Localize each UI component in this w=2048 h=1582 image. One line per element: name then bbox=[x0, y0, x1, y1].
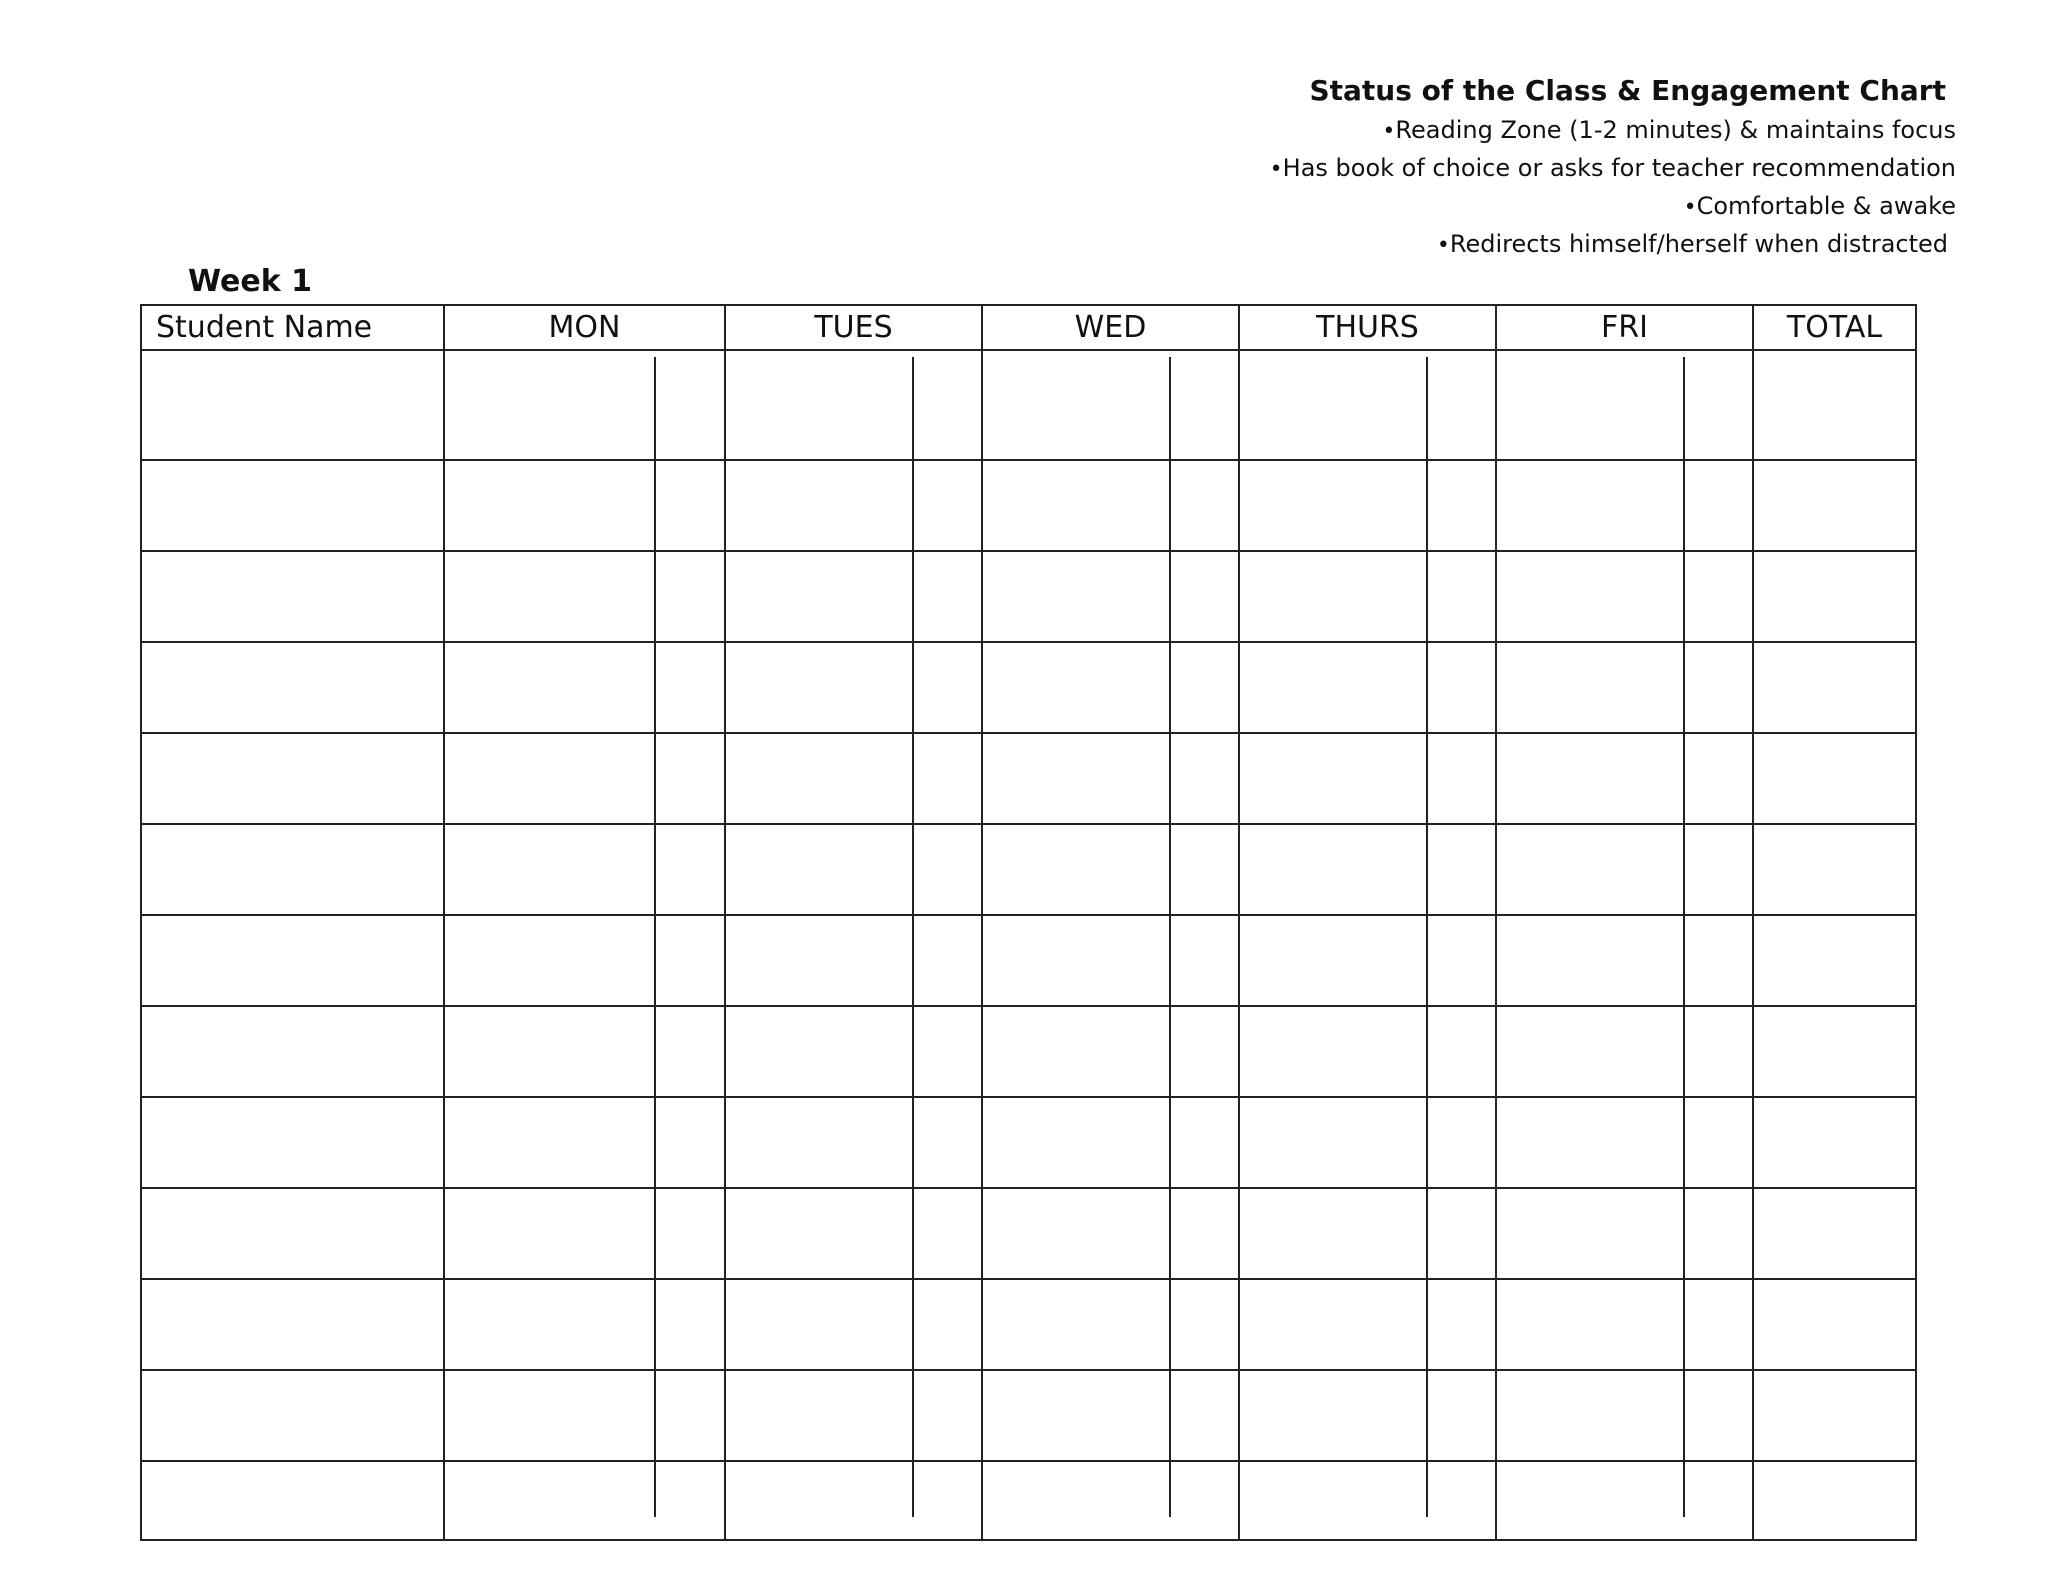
cell-divider bbox=[912, 1098, 914, 1187]
cell-divider bbox=[1683, 1280, 1685, 1369]
bullet-icon: • bbox=[1269, 157, 1283, 182]
mon-cell[interactable] bbox=[444, 1370, 725, 1461]
total-cell[interactable] bbox=[1753, 1370, 1916, 1461]
fri-cell[interactable] bbox=[1496, 642, 1753, 733]
wed-cell[interactable] bbox=[982, 551, 1239, 642]
column-header-wed: WED bbox=[982, 305, 1239, 350]
cell-divider bbox=[654, 916, 656, 1005]
fri-cell[interactable] bbox=[1496, 733, 1753, 824]
thurs-cell[interactable] bbox=[1239, 824, 1496, 915]
wed-cell[interactable] bbox=[982, 824, 1239, 915]
cell-divider bbox=[654, 357, 656, 459]
total-cell[interactable] bbox=[1753, 1279, 1916, 1370]
cell-divider bbox=[1169, 1098, 1171, 1187]
total-cell[interactable] bbox=[1753, 824, 1916, 915]
tues-cell[interactable] bbox=[725, 1006, 982, 1097]
cell-divider bbox=[912, 1007, 914, 1096]
cell-divider bbox=[1683, 643, 1685, 732]
criteria-item bbox=[1270, 112, 1956, 150]
cell-divider bbox=[1169, 825, 1171, 914]
fri-cell[interactable] bbox=[1496, 551, 1753, 642]
column-header-thurs: THURS bbox=[1239, 305, 1496, 350]
cell-divider bbox=[1169, 552, 1171, 641]
mon-cell[interactable] bbox=[444, 350, 725, 460]
column-header-total: TOTAL bbox=[1753, 305, 1916, 350]
cell-divider bbox=[1683, 552, 1685, 641]
tues-cell[interactable] bbox=[725, 824, 982, 915]
thurs-cell[interactable] bbox=[1239, 460, 1496, 551]
total-cell[interactable] bbox=[1753, 642, 1916, 733]
cell-divider bbox=[654, 825, 656, 914]
fri-cell[interactable] bbox=[1496, 1006, 1753, 1097]
table-row bbox=[141, 350, 1916, 460]
student-name-cell[interactable] bbox=[141, 460, 444, 551]
cell-divider bbox=[1426, 357, 1428, 459]
total-cell[interactable] bbox=[1753, 915, 1916, 1006]
fri-cell[interactable] bbox=[1496, 1188, 1753, 1279]
cell-divider bbox=[1683, 1189, 1685, 1278]
thurs-cell[interactable] bbox=[1239, 1188, 1496, 1279]
cell-divider bbox=[654, 1007, 656, 1096]
cell-divider bbox=[1683, 916, 1685, 1005]
wed-cell[interactable] bbox=[982, 1188, 1239, 1279]
cell-divider bbox=[1426, 1098, 1428, 1187]
wed-cell[interactable] bbox=[982, 1279, 1239, 1370]
table-header-row bbox=[141, 305, 1916, 350]
mon-cell[interactable] bbox=[444, 1006, 725, 1097]
column-header-tues: TUES bbox=[725, 305, 982, 350]
cell-divider bbox=[1683, 461, 1685, 550]
thurs-cell[interactable] bbox=[1239, 1370, 1496, 1461]
wed-cell[interactable] bbox=[982, 460, 1239, 551]
cell-divider bbox=[912, 357, 914, 459]
cell-divider bbox=[1169, 1462, 1171, 1517]
tues-cell[interactable] bbox=[725, 915, 982, 1006]
student-name-cell[interactable] bbox=[141, 1461, 444, 1540]
cell-divider bbox=[912, 734, 914, 823]
table-row bbox=[141, 460, 1916, 551]
cell-divider bbox=[1426, 734, 1428, 823]
document-title: Status of the Class & Engagement Chart bbox=[1309, 74, 1946, 107]
table-body bbox=[141, 350, 1916, 1540]
criteria-item bbox=[1270, 226, 1956, 264]
mon-cell[interactable] bbox=[444, 733, 725, 824]
chart-header bbox=[1270, 72, 1956, 264]
total-cell[interactable] bbox=[1753, 1006, 1916, 1097]
engagement-table bbox=[140, 304, 1917, 1541]
tues-cell[interactable] bbox=[725, 1188, 982, 1279]
tues-cell[interactable] bbox=[725, 1370, 982, 1461]
cell-divider bbox=[1426, 1189, 1428, 1278]
cell-divider bbox=[1169, 1007, 1171, 1096]
column-header-mon: MON bbox=[444, 305, 725, 350]
cell-divider bbox=[912, 643, 914, 732]
cell-divider bbox=[654, 1280, 656, 1369]
criteria-item bbox=[1270, 150, 1956, 188]
cell-divider bbox=[912, 916, 914, 1005]
total-cell[interactable] bbox=[1753, 733, 1916, 824]
cell-divider bbox=[1426, 643, 1428, 732]
tues-cell[interactable] bbox=[725, 733, 982, 824]
cell-divider bbox=[654, 643, 656, 732]
student-name-cell[interactable] bbox=[141, 1006, 444, 1097]
cell-divider bbox=[1169, 1371, 1171, 1460]
student-name-cell[interactable] bbox=[141, 642, 444, 733]
cell-divider bbox=[1169, 734, 1171, 823]
cell-divider bbox=[654, 1189, 656, 1278]
cell-divider bbox=[1169, 916, 1171, 1005]
fri-cell[interactable] bbox=[1496, 1279, 1753, 1370]
wed-cell[interactable] bbox=[982, 1006, 1239, 1097]
student-name-cell[interactable] bbox=[141, 1279, 444, 1370]
table-row bbox=[141, 1097, 1916, 1188]
fri-cell[interactable] bbox=[1496, 915, 1753, 1006]
table-row bbox=[141, 551, 1916, 642]
mon-cell[interactable] bbox=[444, 551, 725, 642]
student-name-cell[interactable] bbox=[141, 824, 444, 915]
wed-cell[interactable] bbox=[982, 642, 1239, 733]
cell-divider bbox=[1683, 734, 1685, 823]
cell-divider bbox=[1169, 461, 1171, 550]
cell-divider bbox=[1426, 825, 1428, 914]
thurs-cell[interactable] bbox=[1239, 551, 1496, 642]
cell-divider bbox=[654, 1371, 656, 1460]
fri-cell[interactable] bbox=[1496, 1370, 1753, 1461]
student-name-cell[interactable] bbox=[141, 1097, 444, 1188]
criteria-text: Redirects himself/herself when distracted bbox=[1449, 230, 1948, 258]
mon-cell[interactable] bbox=[444, 642, 725, 733]
total-cell[interactable] bbox=[1753, 350, 1916, 460]
cell-divider bbox=[912, 1462, 914, 1517]
tues-cell[interactable] bbox=[725, 551, 982, 642]
column-header-fri: FRI bbox=[1496, 305, 1753, 350]
mon-cell[interactable] bbox=[444, 1097, 725, 1188]
mon-cell[interactable] bbox=[444, 824, 725, 915]
student-name-cell[interactable] bbox=[141, 1188, 444, 1279]
fri-cell[interactable] bbox=[1496, 460, 1753, 551]
tues-cell[interactable] bbox=[725, 1097, 982, 1188]
bullet-icon: • bbox=[1382, 119, 1396, 144]
tues-cell[interactable] bbox=[725, 1279, 982, 1370]
cell-divider bbox=[654, 461, 656, 550]
cell-divider bbox=[912, 1189, 914, 1278]
cell-divider bbox=[1426, 461, 1428, 550]
thurs-cell[interactable] bbox=[1239, 915, 1496, 1006]
wed-cell[interactable] bbox=[982, 1097, 1239, 1188]
table-row bbox=[141, 1370, 1916, 1461]
student-name-cell[interactable] bbox=[141, 915, 444, 1006]
cell-divider bbox=[1683, 357, 1685, 459]
table-row bbox=[141, 1461, 1916, 1540]
cell-divider bbox=[1169, 357, 1171, 459]
criteria-text: Reading Zone (1-2 minutes) & maintains focus bbox=[1395, 116, 1956, 144]
student-name-cell[interactable] bbox=[141, 350, 444, 460]
thurs-cell[interactable] bbox=[1239, 350, 1496, 460]
week-label: Week 1 bbox=[188, 264, 312, 299]
wed-cell[interactable] bbox=[982, 1370, 1239, 1461]
table-row bbox=[141, 1188, 1916, 1279]
cell-divider bbox=[1683, 1462, 1685, 1517]
wed-cell[interactable] bbox=[982, 915, 1239, 1006]
bullet-icon: • bbox=[1436, 233, 1450, 258]
total-cell[interactable] bbox=[1753, 1188, 1916, 1279]
thurs-cell[interactable] bbox=[1239, 642, 1496, 733]
wed-cell[interactable] bbox=[982, 350, 1239, 460]
total-cell[interactable] bbox=[1753, 460, 1916, 551]
cell-divider bbox=[1426, 916, 1428, 1005]
cell-divider bbox=[912, 1371, 914, 1460]
fri-cell[interactable] bbox=[1496, 824, 1753, 915]
criteria-list bbox=[1270, 112, 1956, 264]
fri-cell[interactable] bbox=[1496, 1461, 1753, 1540]
criteria-text: Comfortable & awake bbox=[1696, 192, 1956, 220]
bullet-icon: • bbox=[1683, 195, 1697, 220]
table-row bbox=[141, 1006, 1916, 1097]
student-name-cell[interactable] bbox=[141, 551, 444, 642]
cell-divider bbox=[1426, 552, 1428, 641]
cell-divider bbox=[1169, 643, 1171, 732]
tues-cell[interactable] bbox=[725, 1461, 982, 1540]
fri-cell[interactable] bbox=[1496, 350, 1753, 460]
cell-divider bbox=[912, 825, 914, 914]
column-header-student-name: Student Name bbox=[141, 305, 444, 350]
cell-divider bbox=[1426, 1280, 1428, 1369]
cell-divider bbox=[654, 1462, 656, 1517]
student-name-cell[interactable] bbox=[141, 1370, 444, 1461]
cell-divider bbox=[1426, 1007, 1428, 1096]
table-row bbox=[141, 642, 1916, 733]
mon-cell[interactable] bbox=[444, 1279, 725, 1370]
mon-cell[interactable] bbox=[444, 460, 725, 551]
cell-divider bbox=[654, 734, 656, 823]
cell-divider bbox=[1683, 825, 1685, 914]
mon-cell[interactable] bbox=[444, 1188, 725, 1279]
criteria-item bbox=[1270, 188, 1956, 226]
cell-divider bbox=[1426, 1462, 1428, 1517]
tues-cell[interactable] bbox=[725, 460, 982, 551]
mon-cell[interactable] bbox=[444, 915, 725, 1006]
tues-cell[interactable] bbox=[725, 350, 982, 460]
thurs-cell[interactable] bbox=[1239, 1279, 1496, 1370]
table-row bbox=[141, 1279, 1916, 1370]
tues-cell[interactable] bbox=[725, 642, 982, 733]
cell-divider bbox=[1683, 1007, 1685, 1096]
thurs-cell[interactable] bbox=[1239, 1097, 1496, 1188]
cell-divider bbox=[912, 552, 914, 641]
cell-divider bbox=[912, 1280, 914, 1369]
table-row bbox=[141, 915, 1916, 1006]
total-cell[interactable] bbox=[1753, 1097, 1916, 1188]
wed-cell[interactable] bbox=[982, 733, 1239, 824]
fri-cell[interactable] bbox=[1496, 1097, 1753, 1188]
wed-cell[interactable] bbox=[982, 1461, 1239, 1540]
cell-divider bbox=[1683, 1371, 1685, 1460]
table-row bbox=[141, 824, 1916, 915]
cell-divider bbox=[1169, 1189, 1171, 1278]
thurs-cell[interactable] bbox=[1239, 1461, 1496, 1540]
mon-cell[interactable] bbox=[444, 1461, 725, 1540]
student-name-cell[interactable] bbox=[141, 733, 444, 824]
cell-divider bbox=[654, 1098, 656, 1187]
cell-divider bbox=[1169, 1280, 1171, 1369]
cell-divider bbox=[1683, 1098, 1685, 1187]
cell-divider bbox=[1426, 1371, 1428, 1460]
cell-divider bbox=[654, 552, 656, 641]
thurs-cell[interactable] bbox=[1239, 1006, 1496, 1097]
cell-divider bbox=[912, 461, 914, 550]
criteria-text: Has book of choice or asks for teacher recommendation bbox=[1282, 154, 1956, 182]
thurs-cell[interactable] bbox=[1239, 733, 1496, 824]
total-cell[interactable] bbox=[1753, 1461, 1916, 1540]
table-row bbox=[141, 733, 1916, 824]
total-cell[interactable] bbox=[1753, 551, 1916, 642]
